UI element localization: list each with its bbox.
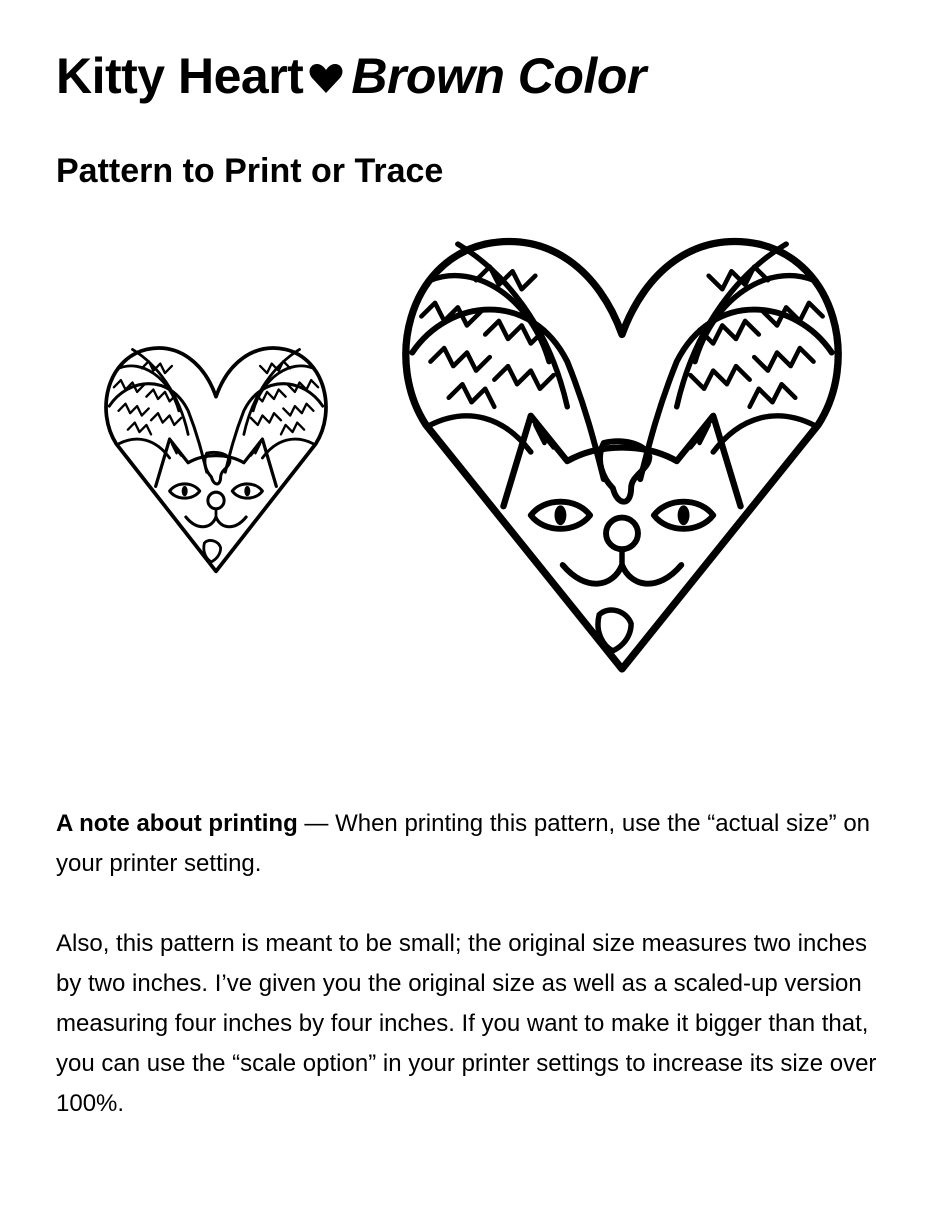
kitty-heart-large-illustration [394, 226, 850, 678]
printing-note-text: When printing this pattern, use the “actual size” on your printer setting. [56, 810, 871, 877]
printing-note [56, 804, 886, 884]
kitty-heart-large-pattern [394, 226, 850, 678]
printing-note-label: A note about printing [56, 810, 298, 837]
section-heading: Pattern to Print or Trace [56, 152, 444, 190]
kitty-heart-small-illustration [100, 340, 332, 576]
printing-note-dash: — [297, 810, 336, 837]
heart-icon [309, 63, 343, 95]
kitty-heart-small-pattern [100, 340, 332, 576]
page-title [56, 44, 646, 108]
title-main: Kitty Heart [56, 48, 304, 104]
title-accent: Brown Color [351, 48, 646, 104]
size-paragraph: Also, this pattern is meant to be small; the original size measures two inches by two inches. I’ve given you the original size as well as a scaled-up version measuring four inches by four inches. If you want to make it bigger than that, you can use the “scale option” in your printer settings to increase its size over 100%. [56, 930, 877, 1117]
